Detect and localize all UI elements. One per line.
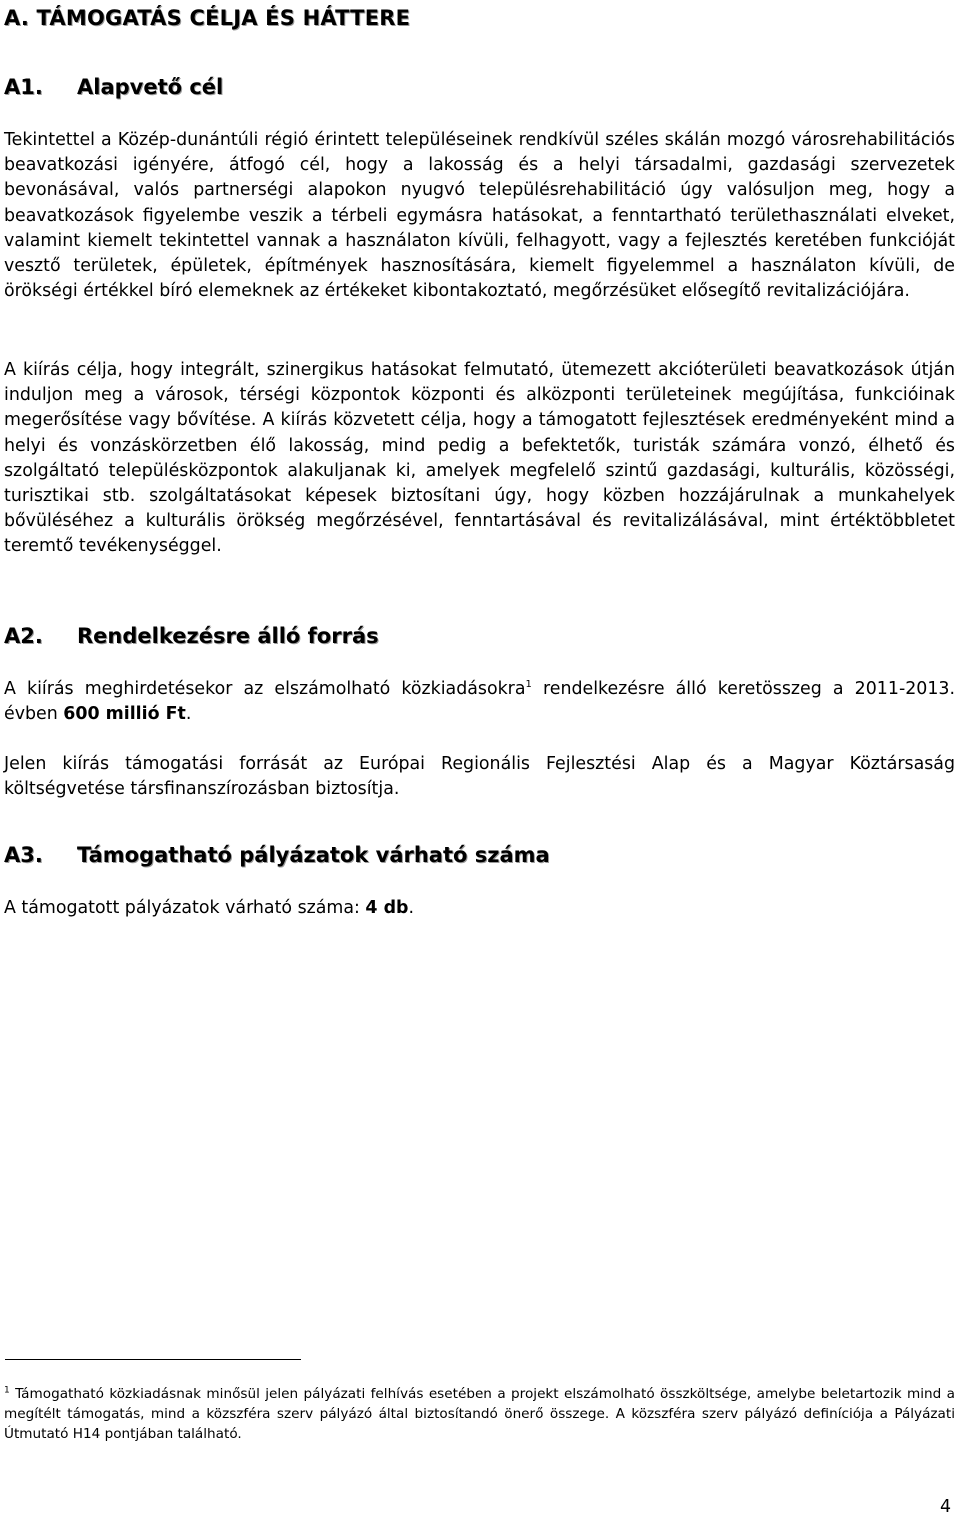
a2-amount: 600 millió Ft bbox=[63, 704, 186, 725]
a1-paragraph-1: Tekintettel a Közép-dunántúli régió érintett településeinek rendkívül széles skálán mozgó városrehabilitációs beavatkozási igényére, átfogó cél, hogy a lakosság és a helyi társadalmi, gazdasági szervezetek bevonásával, valós partnerségi alapokon nyugvó településrehabilitáció úgy valósuljon meg, hogy a beavatkozások figyelembe veszik a térbeli egymásra hatásokat, a fenntartható területhasználati elveket, valamint kiemelt tekintettel vannak a használaton kívüli, felhagyott, vagy a fejlesztés keretében funkcióját vesztő területek, épületek, építmények hasznosítására, kiemelt figyelemmel a használaton kívüli, de örökségi értékkel bíró elemeknek az értékeket kibontakoztató, megőrzésüket elősegítő revitalizációjára. bbox=[4, 130, 955, 302]
a2-heading bbox=[4, 624, 379, 648]
a2-paragraph-2: Jelen kiírás támogatási forrását az Európai Regionális Fejlesztési Alap és a Magyar Köztársaság költségvetése társfinanszírozásban biztosítja. bbox=[4, 754, 955, 800]
a2-p1-before: A kiírás meghirdetésekor az elszámolható közkiadásokra bbox=[4, 679, 526, 699]
a3-heading bbox=[4, 843, 550, 867]
a1-number: A1. bbox=[4, 75, 43, 99]
a1-heading bbox=[4, 75, 223, 99]
a2-paragraph-1 bbox=[4, 677, 955, 727]
a3-text-end: . bbox=[408, 898, 415, 918]
a2-title: Rendelkezésre álló forrás bbox=[77, 624, 379, 648]
footnote-separator bbox=[5, 1359, 301, 1360]
a3-title: Támogatható pályázatok várható száma bbox=[77, 843, 550, 867]
footnote bbox=[4, 1384, 955, 1444]
section-title: A. TÁMOGATÁS CÉLJA ÉS HÁTTERE bbox=[4, 6, 411, 30]
footnote-number: 1 bbox=[4, 1385, 10, 1396]
a1-title: Alapvető cél bbox=[77, 75, 224, 99]
a3-text: A támogatott pályázatok várható száma: bbox=[4, 898, 366, 918]
a3-count: 4 db bbox=[365, 898, 409, 918]
a2-number: A2. bbox=[4, 624, 43, 648]
footnote-reference: 1 bbox=[525, 679, 532, 691]
a3-paragraph bbox=[4, 896, 414, 921]
page-number: 4 bbox=[940, 1497, 952, 1517]
a1-paragraph-2: A kiírás célja, hogy integrált, szinergikus hatásokat felmutató, ütemezett akcióterületi beavatkozások útján induljon meg a városok, térségi központok központi és alközponti területeinek megújítása, funkcióinak megerősítése vagy bővítése. A kiírás közvetett célja, hogy a támogatott fejlesztések eredményeként mind a helyi és vonzáskörzetben élő lakosság, mind pedig a befektetők, turisták számára vonzó, élhető és szolgáltató településközpontok alakuljanak ki, amelyek megfelelő szintű gazdasági, kulturális, közösségi, turisztikai stb. szolgáltatásokat képesek biztosítani úgy, hogy közben hozzájárulnak a munkahelyek bővüléséhez a kulturális örökség megőrzésével, fenntartásával és revitalizálásával, mint értéktöbbletet teremtő tevékenységgel. bbox=[4, 360, 955, 557]
a2-p1-end: . bbox=[185, 704, 192, 725]
footnote-text: Támogatható közkiadásnak minősül jelen pályázati felhívás esetében a projekt elszámolható összköltsége, amelybe beletartozik mind a megítélt támogatás, mind a közszféra szerv pályázó által biztosítandó önerő összege. A közszféra szerv pályázó definíciója a Pályázati Útmutató H14 pontjában található. bbox=[4, 1386, 955, 1442]
a2-p1-mid: rendelkezésre álló keretösszeg a 2011-2013. évben bbox=[4, 679, 955, 725]
a3-number: A3. bbox=[4, 843, 43, 867]
